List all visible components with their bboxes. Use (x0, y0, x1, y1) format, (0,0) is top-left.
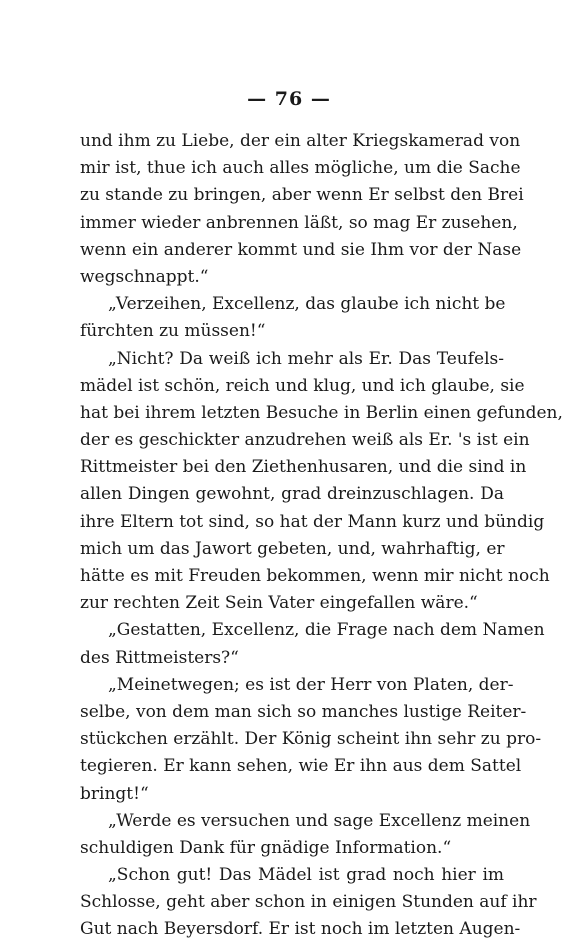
text-line: der es geschickter anzudrehen weiß als Er. 's ist ein (80, 430, 530, 451)
text-line: hat bei ihrem letzten Besuche in Berlin einen gefunden, (80, 402, 563, 423)
text-line: allen Dingen gewohnt, grad dreinzuschlagen. Da (80, 484, 504, 505)
text-line: und ihm zu Liebe, der ein alter Kriegskamerad von (80, 131, 521, 151)
text-line: Schlosse, geht aber schon in einigen Stunden auf ihr (80, 892, 537, 913)
text-line: „Werde es versuchen und sage Excellenz meinen (108, 810, 531, 831)
text-line: stückchen erzählt. Der König scheint ihn sehr zu pro- (80, 729, 542, 750)
text-line: „Schon gut! Das Mädel ist grad noch hier im (108, 865, 504, 886)
text-line: des Rittmeisters?“ (80, 647, 239, 668)
text-line: schuldigen Dank für gnädige Information.“ (80, 837, 452, 858)
text-line: „Verzeihen, Excellenz, das glaube ich nicht be (108, 294, 506, 315)
text-line: „Gestatten, Excellenz, die Frage nach dem Namen (108, 620, 545, 641)
text-line: wenn ein anderer kommt und sie Ihm vor der Nase (80, 239, 522, 260)
text-line: „Nicht? Da weiß ich mehr als Er. Das Teufels- (108, 348, 504, 369)
text-line: mir ist, thue ich auch alles mögliche, um die Sache (80, 158, 521, 179)
text-line: mädel ist schön, reich und klug, und ich glaube, sie (80, 375, 525, 396)
text-line: bringt!“ (80, 783, 149, 804)
body-text (80, 128, 563, 944)
text-line: zur rechten Zeit Sein Vater eingefallen wäre.“ (80, 593, 478, 614)
text-line: fürchten zu müssen!“ (80, 321, 266, 342)
text-line: ihre Eltern tot sind, so hat der Mann kurz und bündig (80, 511, 545, 532)
text-line: mich um das Jawort gebeten, und, wahrhaftig, er (80, 538, 505, 559)
text-line: Rittmeister bei den Ziethenhusaren, und die sind in (80, 457, 527, 478)
text-line: selbe, von dem man sich so manches lustige Reiter- (80, 701, 527, 722)
text-line: tegieren. Er kann sehen, wie Er ihn aus dem Sattel (80, 756, 522, 777)
text-line: zu stande zu bringen, aber wenn Er selbst den Brei (80, 185, 524, 206)
text-line: Gut nach Beyersdorf. Er ist noch im letzten Augen- (80, 919, 521, 940)
text-line: immer wieder anbrennen läßt, so mag Er zusehen, (80, 212, 518, 233)
page-number: — 76 — (247, 88, 331, 110)
text-line: „Meinetwegen; es ist der Herr von Platen, der- (108, 674, 514, 695)
text-line: wegschnappt.“ (80, 266, 209, 287)
text-line: hätte es mit Freuden bekommen, wenn mir nicht noch (80, 566, 550, 586)
